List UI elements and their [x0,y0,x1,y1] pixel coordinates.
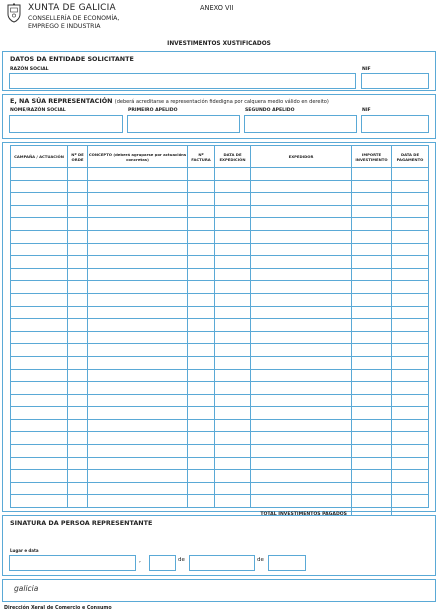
table-cell[interactable] [392,319,429,332]
table-cell[interactable] [352,319,392,332]
table-cell[interactable] [68,193,88,206]
table-cell[interactable] [251,168,352,181]
table-row [11,419,429,432]
table-row [11,256,429,269]
table-cell[interactable] [88,432,188,445]
de-label-1: de [178,557,185,563]
galicia-logo-text: galicia [14,584,39,593]
table-cell[interactable] [188,331,215,344]
galicia-logo [14,584,38,593]
table-cell[interactable] [215,470,251,483]
table-cell[interactable] [188,369,215,382]
table-body [11,168,429,521]
table-cell[interactable] [392,205,429,218]
table-cell[interactable] [215,344,251,357]
table-cell[interactable] [88,482,188,495]
table-cell[interactable] [11,470,68,483]
table-cell[interactable] [352,445,392,458]
de-label-2: de [257,557,264,563]
table-cell[interactable] [188,482,215,495]
document-title: INVESTIMENTOS XUSTIFICADOS [167,41,271,47]
table-cell[interactable] [352,293,392,306]
table-cell[interactable] [215,281,251,294]
table-cell[interactable] [251,344,352,357]
table-cell[interactable] [11,243,68,256]
table-cell[interactable] [188,344,215,357]
table-cell[interactable] [215,331,251,344]
table-cell[interactable] [68,394,88,407]
table-cell[interactable] [251,268,352,281]
table-cell[interactable] [88,344,188,357]
table-cell[interactable] [392,168,429,181]
entity-nif-label: NIF [362,67,371,72]
table-cell[interactable] [11,407,68,420]
table-cell[interactable] [215,205,251,218]
table-cell[interactable] [11,218,68,231]
column-header-issue-date: DATA DE EXPEDICIÓN [215,146,251,168]
representative-nif-field[interactable] [361,115,429,133]
table-cell[interactable] [88,293,188,306]
table-cell[interactable] [251,470,352,483]
entity-nif-field[interactable] [361,73,429,89]
table-cell[interactable] [215,432,251,445]
table-cell[interactable] [68,344,88,357]
table-cell[interactable] [11,205,68,218]
table-cell[interactable] [68,268,88,281]
table-row [11,432,429,445]
representative-title: E, NA SÚA REPRESENTACIÓN [10,97,113,105]
razon-social-field[interactable] [9,73,356,89]
table-cell[interactable] [215,256,251,269]
column-header-amount: IMPORTE INVESTIMENTO [352,146,392,168]
table-cell[interactable] [392,369,429,382]
table-cell[interactable] [352,382,392,395]
table-row [11,230,429,243]
table-cell[interactable] [251,457,352,470]
table-cell[interactable] [68,457,88,470]
table-cell[interactable] [352,394,392,407]
table-cell[interactable] [352,243,392,256]
table-cell[interactable] [352,230,392,243]
table-cell[interactable] [68,180,88,193]
table-row [11,382,429,395]
table-cell[interactable] [392,268,429,281]
table-row [11,306,429,319]
table-cell[interactable] [352,193,392,206]
table-cell[interactable] [251,180,352,193]
table-cell[interactable] [251,230,352,243]
table-cell[interactable] [188,230,215,243]
table-cell[interactable] [215,268,251,281]
table-cell[interactable] [11,482,68,495]
table-cell[interactable] [88,230,188,243]
footer-direction: Dirección Xeral de Comercio e Consumo [4,606,112,611]
table-cell[interactable] [88,168,188,181]
table-cell[interactable] [352,268,392,281]
representative-section-title [10,97,329,105]
table-cell[interactable] [215,419,251,432]
table-cell[interactable] [68,482,88,495]
column-header-invoice: Nº FACTURA [188,146,215,168]
table-cell[interactable] [251,205,352,218]
table-cell[interactable] [11,331,68,344]
table-cell[interactable] [251,193,352,206]
representative-nif-label: NIF [362,108,371,113]
org-name: XUNTA DE GALICIA [28,3,116,13]
table-cell[interactable] [352,331,392,344]
column-header-campaign: CAMPAÑA / ACTUACIÓN [11,146,68,168]
year-field[interactable] [268,555,306,571]
table-cell[interactable] [352,369,392,382]
table-cell[interactable] [392,356,429,369]
day-field[interactable] [149,555,176,571]
table-cell[interactable] [188,180,215,193]
table-cell[interactable] [215,306,251,319]
table-cell[interactable] [88,243,188,256]
representative-note: (deberá acreditarse a representación fidedigna por calquera medio válido en dereito) [114,99,329,105]
table-cell[interactable] [68,356,88,369]
table-cell[interactable] [68,419,88,432]
table-row [11,319,429,332]
table-cell[interactable] [251,256,352,269]
table-cell[interactable] [251,356,352,369]
table-cell[interactable] [68,319,88,332]
table-cell[interactable] [11,344,68,357]
table-cell[interactable] [352,306,392,319]
table-cell[interactable] [11,432,68,445]
table-cell[interactable] [188,382,215,395]
table-cell[interactable] [251,331,352,344]
month-field[interactable] [189,555,255,571]
table-cell[interactable] [188,495,215,508]
table-cell[interactable] [392,344,429,357]
table-cell[interactable] [88,319,188,332]
table-cell[interactable] [392,482,429,495]
table-row [11,168,429,181]
table-cell[interactable] [188,356,215,369]
table-cell[interactable] [352,419,392,432]
table-cell[interactable] [88,256,188,269]
table-cell[interactable] [392,382,429,395]
name-label: NOME/RAZÓN SOCIAL [10,108,66,113]
dept-line-1: CONSELLERÍA DE ECONOMÍA, [28,15,120,22]
table-cell[interactable] [88,369,188,382]
table-cell[interactable] [392,193,429,206]
table-cell[interactable] [188,193,215,206]
table-cell[interactable] [352,432,392,445]
table-cell[interactable] [251,419,352,432]
table-cell[interactable] [352,495,392,508]
table-cell[interactable] [11,419,68,432]
table-cell[interactable] [215,193,251,206]
table-cell[interactable] [11,268,68,281]
table-row [11,495,429,508]
table-cell[interactable] [11,193,68,206]
table-cell[interactable] [88,382,188,395]
table-cell[interactable] [68,382,88,395]
table-cell[interactable] [11,168,68,181]
xunta-shield-icon [6,3,22,23]
table-row [11,470,429,483]
table-cell[interactable] [68,369,88,382]
table-cell[interactable] [352,168,392,181]
table-cell[interactable] [11,382,68,395]
table-cell[interactable] [68,218,88,231]
table-cell[interactable] [215,382,251,395]
table-cell[interactable] [11,356,68,369]
table-cell[interactable] [88,495,188,508]
table-cell[interactable] [11,457,68,470]
table-row [11,281,429,294]
table-cell[interactable] [215,230,251,243]
table-cell[interactable] [188,457,215,470]
table-cell[interactable] [88,193,188,206]
first-surname-field[interactable] [127,115,240,133]
second-surname-label: SEGUNDO APELIDO [245,108,295,113]
table-cell[interactable] [215,243,251,256]
table-cell[interactable] [352,205,392,218]
table-cell[interactable] [352,457,392,470]
table-cell[interactable] [68,445,88,458]
table-cell[interactable] [251,281,352,294]
table-cell[interactable] [68,407,88,420]
column-header-concept: CONCEPTO (deberá agruparse por actuacións concretas) [88,146,188,168]
table-cell[interactable] [68,470,88,483]
name-field[interactable] [9,115,123,133]
table-cell[interactable] [392,394,429,407]
table-cell[interactable] [188,256,215,269]
table-cell[interactable] [11,369,68,382]
table-cell[interactable] [215,293,251,306]
table-cell[interactable] [215,394,251,407]
table-cell[interactable] [352,344,392,357]
table-cell[interactable] [11,230,68,243]
table-row [11,205,429,218]
place-date-label: Lugar e data [10,548,39,553]
signature-title: SINATURA DA PERSOA REPRESENTANTE [10,519,153,527]
table-cell[interactable] [215,319,251,332]
table-cell[interactable] [88,407,188,420]
table-cell[interactable] [251,306,352,319]
table-cell[interactable] [392,495,429,508]
table-cell[interactable] [11,256,68,269]
table-cell[interactable] [392,445,429,458]
table-row [11,457,429,470]
table-cell[interactable] [392,470,429,483]
table-cell[interactable] [188,205,215,218]
table-cell[interactable] [251,482,352,495]
table-row [11,293,429,306]
column-header-order: Nº DE ORDE [68,146,88,168]
table-cell[interactable] [215,218,251,231]
table-cell[interactable] [11,293,68,306]
table-cell[interactable] [392,218,429,231]
table-cell[interactable] [188,168,215,181]
table-cell[interactable] [392,256,429,269]
table-cell[interactable] [88,445,188,458]
table-cell[interactable] [11,180,68,193]
table-cell[interactable] [352,482,392,495]
column-header-issuer: EXPEDIDOR [251,146,352,168]
table-cell[interactable] [392,243,429,256]
second-surname-field[interactable] [244,115,357,133]
table-cell[interactable] [392,457,429,470]
table-cell[interactable] [68,331,88,344]
table-cell[interactable] [68,306,88,319]
table-cell[interactable] [11,495,68,508]
table-cell[interactable] [68,243,88,256]
table-cell[interactable] [352,218,392,231]
table-cell[interactable] [251,394,352,407]
table-cell[interactable] [392,306,429,319]
footer-logo-box [2,579,436,602]
table-cell[interactable] [215,445,251,458]
table-cell[interactable] [68,168,88,181]
dept-line-2: EMPREGO E INDUSTRIA [28,23,101,30]
table-header-row [11,146,429,168]
table-cell[interactable] [88,356,188,369]
table-cell[interactable] [88,457,188,470]
table-cell[interactable] [215,369,251,382]
table-cell[interactable] [215,407,251,420]
table-cell[interactable] [188,281,215,294]
table-cell[interactable] [188,268,215,281]
table-row [11,331,429,344]
table-cell[interactable] [352,180,392,193]
table-cell[interactable] [215,356,251,369]
razon-social-label: RAZÓN SOCIAL [10,67,49,72]
table-cell[interactable] [251,319,352,332]
table-cell[interactable] [68,293,88,306]
table-row [11,268,429,281]
table-row [11,445,429,458]
table-cell[interactable] [215,168,251,181]
table-cell[interactable] [251,445,352,458]
table-cell[interactable] [392,293,429,306]
investments-table [10,145,429,521]
table-row [11,407,429,420]
table-cell[interactable] [188,419,215,432]
table-cell[interactable] [188,407,215,420]
table-cell[interactable] [215,457,251,470]
table-row [11,243,429,256]
table-cell[interactable] [188,306,215,319]
table-cell[interactable] [88,331,188,344]
table-cell[interactable] [352,256,392,269]
table-row [11,369,429,382]
table-cell[interactable] [68,256,88,269]
table-cell[interactable] [68,432,88,445]
table-cell[interactable] [88,281,188,294]
table-cell[interactable] [251,293,352,306]
table-row [11,180,429,193]
table-cell[interactable] [88,470,188,483]
place-field[interactable] [9,555,136,571]
column-header-payment-date: DATA DE PAGAMENTO [392,146,429,168]
table-cell[interactable] [68,205,88,218]
table-cell[interactable] [88,419,188,432]
table-cell[interactable] [11,281,68,294]
table-cell[interactable] [392,230,429,243]
table-cell[interactable] [392,419,429,432]
table-row [11,482,429,495]
table-cell[interactable] [352,470,392,483]
table-cell[interactable] [392,180,429,193]
table-cell[interactable] [392,331,429,344]
annex-label: ANEXO VII [200,4,234,12]
table-cell[interactable] [215,495,251,508]
table-cell[interactable] [188,243,215,256]
table-cell[interactable] [251,407,352,420]
comma-separator: , [139,557,141,564]
table-cell[interactable] [392,432,429,445]
table-cell[interactable] [88,394,188,407]
table-cell[interactable] [68,281,88,294]
table-cell[interactable] [392,407,429,420]
table-cell[interactable] [352,407,392,420]
table-row [11,344,429,357]
table-cell[interactable] [215,180,251,193]
table-cell[interactable] [11,445,68,458]
table-cell[interactable] [251,495,352,508]
table-cell[interactable] [188,432,215,445]
table-cell[interactable] [215,482,251,495]
table-cell[interactable] [88,306,188,319]
table-cell[interactable] [251,369,352,382]
table-row [11,394,429,407]
table-cell[interactable] [251,243,352,256]
table-row [11,356,429,369]
table-cell[interactable] [188,394,215,407]
table-cell[interactable] [188,319,215,332]
table-cell[interactable] [11,394,68,407]
table-cell[interactable] [68,495,88,508]
table-cell[interactable] [68,230,88,243]
entity-section-title: DATOS DA ENTIDADE SOLICITANTE [10,55,134,63]
table-cell[interactable] [188,470,215,483]
table-cell[interactable] [88,268,188,281]
table-cell[interactable] [251,432,352,445]
table-cell[interactable] [251,382,352,395]
table-cell[interactable] [88,218,188,231]
table-cell[interactable] [251,218,352,231]
first-surname-label: PRIMEIRO APELIDO [128,108,178,113]
table-cell[interactable] [11,319,68,332]
table-row [11,193,429,206]
table-cell[interactable] [188,293,215,306]
table-cell[interactable] [352,356,392,369]
table-row [11,218,429,231]
table-cell[interactable] [188,445,215,458]
table-cell[interactable] [11,306,68,319]
table-cell[interactable] [88,205,188,218]
table-cell[interactable] [392,281,429,294]
table-cell[interactable] [188,218,215,231]
table-cell[interactable] [88,180,188,193]
table-cell[interactable] [352,281,392,294]
